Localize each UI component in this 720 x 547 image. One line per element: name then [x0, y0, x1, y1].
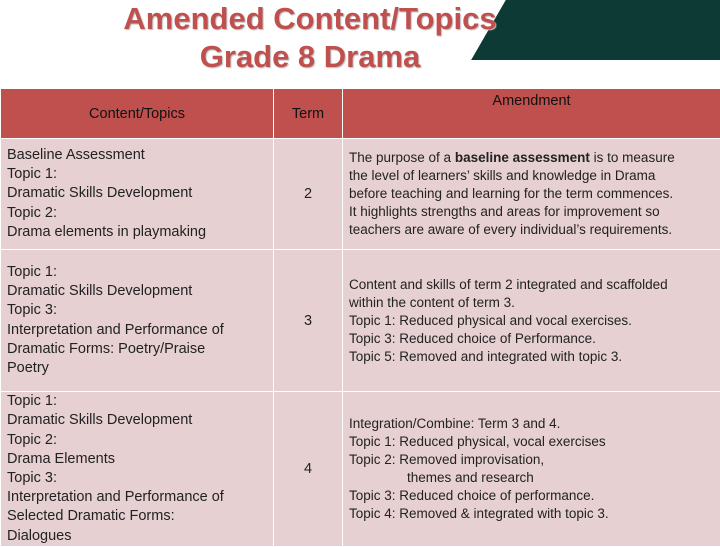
topics-cell: [1, 250, 274, 392]
amendment-line: within the content of term 3.: [349, 294, 712, 312]
title-line-2: Grade 8 Drama: [0, 38, 620, 76]
topic-line: Topic 3:: [7, 469, 267, 488]
topic-line: Topic 3:: [7, 301, 267, 320]
term-cell: 3: [274, 250, 343, 392]
header-term: Term: [274, 89, 343, 139]
table-row: [1, 392, 720, 547]
amendment-line: Topic 3: Reduced choice of Performance.: [349, 330, 712, 348]
table-row: [1, 250, 720, 392]
header-amendment: Amendment: [343, 89, 720, 139]
topic-line: Selected Dramatic Forms:: [7, 507, 267, 526]
amendment-line: Topic 3: Reduced choice of performance.: [349, 487, 712, 505]
topic-line: Poetry: [7, 359, 267, 378]
term-cell: 4: [274, 392, 343, 547]
amendment-line: Topic 2: Removed improvisation,: [349, 451, 712, 469]
amendment-line: themes and research: [349, 469, 712, 487]
topic-line: Interpretation and Performance of: [7, 488, 267, 507]
topic-line: Baseline Assessment: [7, 146, 267, 165]
topic-line: Drama Elements: [7, 450, 267, 469]
topic-line: Dramatic Skills Development: [7, 184, 267, 203]
amendment-line: Integration/Combine: Term 3 and 4.: [349, 415, 712, 433]
topic-line: Interpretation and Performance of: [7, 321, 267, 340]
amendment-line: Topic 1: Reduced physical, vocal exercises: [349, 433, 712, 451]
page-title: [0, 0, 620, 76]
amendment-line: It highlights strengths and areas for improvement so: [349, 203, 712, 221]
table-header-row: [1, 89, 720, 139]
topic-line: Topic 2:: [7, 204, 267, 223]
amendment-text: The purpose of a: [349, 150, 455, 165]
amendment-line: teachers are aware of every individual’s requirements.: [349, 221, 712, 239]
topic-line: Drama elements in playmaking: [7, 223, 267, 242]
amendment-cell: [343, 139, 720, 250]
topic-line: Dramatic Skills Development: [7, 411, 267, 430]
amendment-bold-term: baseline assessment: [455, 150, 590, 165]
amendment-line: [349, 149, 712, 167]
topic-line: Topic 2:: [7, 431, 267, 450]
topic-line: Dramatic Skills Development: [7, 282, 267, 301]
term-cell: 2: [274, 139, 343, 250]
title-line-1: Amended Content/Topics: [0, 0, 620, 38]
topics-cell: [1, 139, 274, 250]
topics-cell: [1, 392, 274, 547]
topic-line: Dramatic Forms: Poetry/Praise: [7, 340, 267, 359]
amendment-line: before teaching and learning for the term commences.: [349, 185, 712, 203]
amendment-text: is to measure: [590, 150, 675, 165]
amendment-line: Content and skills of term 2 integrated and scaffolded: [349, 276, 712, 294]
amendment-line: Topic 1: Reduced physical and vocal exercises.: [349, 312, 712, 330]
table-row: [1, 139, 720, 250]
topic-line: Dialogues: [7, 527, 267, 546]
topic-line: Topic 1:: [7, 392, 267, 411]
amendment-line: the level of learners’ skills and knowledge in Drama: [349, 167, 712, 185]
amendments-table: [0, 88, 720, 547]
amendment-cell: [343, 250, 720, 392]
header-content-topics: Content/Topics: [1, 89, 274, 139]
amendment-line: Topic 4: Removed & integrated with topic 3.: [349, 505, 712, 523]
topic-line: Topic 1:: [7, 263, 267, 282]
topic-line: Topic 1:: [7, 165, 267, 184]
amendment-cell: [343, 392, 720, 547]
amendment-line: Topic 5: Removed and integrated with topic 3.: [349, 348, 712, 366]
